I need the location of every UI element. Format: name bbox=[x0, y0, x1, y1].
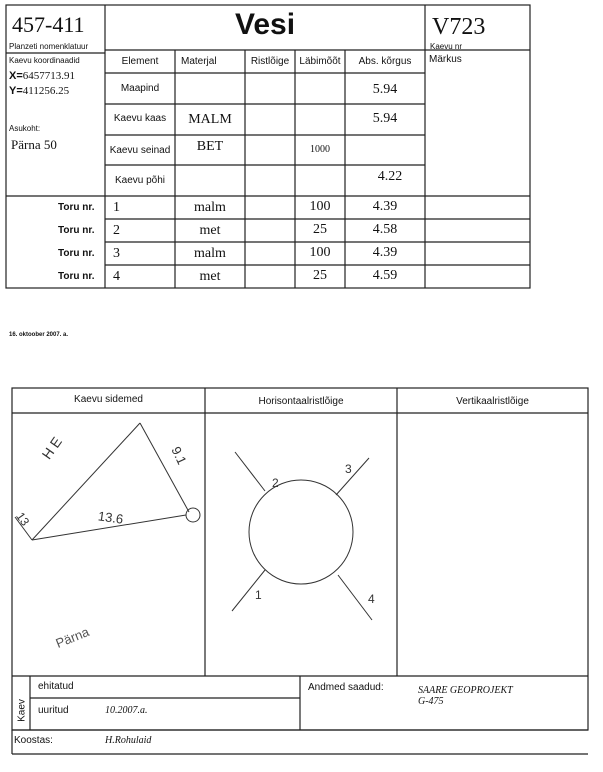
pipe-label-1: 1 bbox=[255, 588, 262, 602]
sketch-street-name: Pärna bbox=[53, 624, 92, 651]
measured-value: 10.2007.a. bbox=[105, 705, 148, 716]
nomenclature-value: 457-411 bbox=[12, 12, 85, 37]
col-header-abs-height: Abs. kõrgus bbox=[358, 56, 412, 67]
horizontal-section-diagram bbox=[232, 452, 372, 620]
pipe-material: malm bbox=[194, 246, 226, 261]
coordinate-y-prefix: Y= bbox=[9, 85, 23, 97]
built-label: ehitatud bbox=[38, 681, 74, 692]
coordinate-x bbox=[9, 70, 75, 82]
col-header-cross-section: Ristlõige bbox=[250, 56, 290, 67]
row-element-label: Maapind bbox=[120, 83, 160, 94]
author-value: H.Rohulaid bbox=[105, 735, 152, 746]
data-source-line2: G-475 bbox=[418, 696, 444, 707]
well-number-label: Kaevu nr bbox=[430, 42, 463, 51]
row-element-label: Kaevu seinad bbox=[109, 145, 171, 156]
row-element-label: Kaevu kaas bbox=[113, 113, 167, 124]
pipe-diameter: 100 bbox=[309, 199, 331, 214]
well-side-label: Kaev bbox=[16, 699, 28, 722]
pipe-material: met bbox=[199, 223, 221, 238]
sketch-distance-top: 9.1 bbox=[168, 444, 190, 467]
pipe-row-label: Toru nr. bbox=[58, 248, 95, 259]
data-source-label: Andmed saadud: bbox=[308, 682, 384, 693]
row-material-value: BET bbox=[196, 139, 224, 154]
coordinate-y-value: 411256.25 bbox=[22, 85, 70, 97]
col-header-notes: Märkus bbox=[429, 54, 462, 65]
pipe-number: 3 bbox=[113, 246, 120, 261]
pipe-abs-height: 4.39 bbox=[372, 199, 398, 214]
col-header-diameter: Läbimõõt bbox=[299, 56, 341, 67]
well-number: V723 bbox=[432, 14, 486, 40]
row-material-value: MALM bbox=[188, 112, 232, 127]
pipe-material: malm bbox=[194, 200, 226, 215]
pipe-material: met bbox=[199, 269, 221, 284]
coordinate-x-prefix: X= bbox=[9, 70, 23, 82]
pipe-diameter: 100 bbox=[309, 245, 331, 260]
pipe-row-label: Toru nr. bbox=[58, 225, 95, 236]
pipe-row-label: Toru nr. bbox=[58, 202, 95, 213]
pipe-label-4: 4 bbox=[368, 592, 375, 606]
pipe-diameter: 25 bbox=[313, 222, 327, 237]
row-abs-value: 4.22 bbox=[377, 169, 403, 184]
pipe-number: 2 bbox=[113, 223, 120, 238]
data-source-line1: SAARE GEOPROJEKT bbox=[418, 685, 513, 696]
pipe-abs-height: 4.39 bbox=[372, 245, 398, 260]
col-header-material: Materjal bbox=[181, 56, 217, 67]
row-abs-value: 5.94 bbox=[372, 111, 398, 126]
date-stamp: 16. oktoober 2007. a. bbox=[9, 332, 69, 338]
connections-title: Kaevu sidemed bbox=[74, 394, 143, 405]
sketch-distance-bottom: 13.6 bbox=[97, 508, 125, 527]
vertical-section-title: Vertikaalristlõige bbox=[456, 396, 529, 407]
pipe-label-3: 3 bbox=[345, 462, 352, 476]
measured-label: uuritud bbox=[38, 705, 69, 716]
pipe-abs-height: 4.59 bbox=[372, 268, 398, 283]
coordinate-y bbox=[9, 85, 69, 97]
pipe-label-2: 2 bbox=[272, 476, 279, 490]
row-element-label: Kaevu põhi bbox=[114, 175, 166, 186]
author-label: Koostas: bbox=[14, 735, 53, 746]
coordinate-x-value: 6457713.91 bbox=[22, 70, 76, 82]
coordinates-label: Kaevu koordinaadid bbox=[9, 56, 80, 65]
pipe-diameter: 25 bbox=[313, 268, 327, 283]
pipe-row-label: Toru nr. bbox=[58, 271, 95, 282]
horizontal-section-title: Horisontaalristlõige bbox=[258, 396, 344, 407]
nomenclature-label: Planzeti nomenklatuur bbox=[9, 42, 89, 51]
col-header-element: Element bbox=[121, 56, 159, 67]
location-label: Asukoht: bbox=[9, 124, 41, 133]
row-diameter-value: 1000 bbox=[310, 144, 330, 155]
row-abs-value: 5.94 bbox=[372, 82, 398, 97]
location-value: Pärna 50 bbox=[11, 137, 57, 152]
page-title: Vesi bbox=[234, 8, 296, 41]
pipe-number: 4 bbox=[113, 269, 120, 284]
pipe-number: 1 bbox=[113, 200, 120, 215]
sketch-building-mark: H E bbox=[38, 433, 65, 463]
pipe-abs-height: 4.58 bbox=[372, 222, 398, 237]
sketch-distance-left: 13 bbox=[13, 509, 33, 529]
